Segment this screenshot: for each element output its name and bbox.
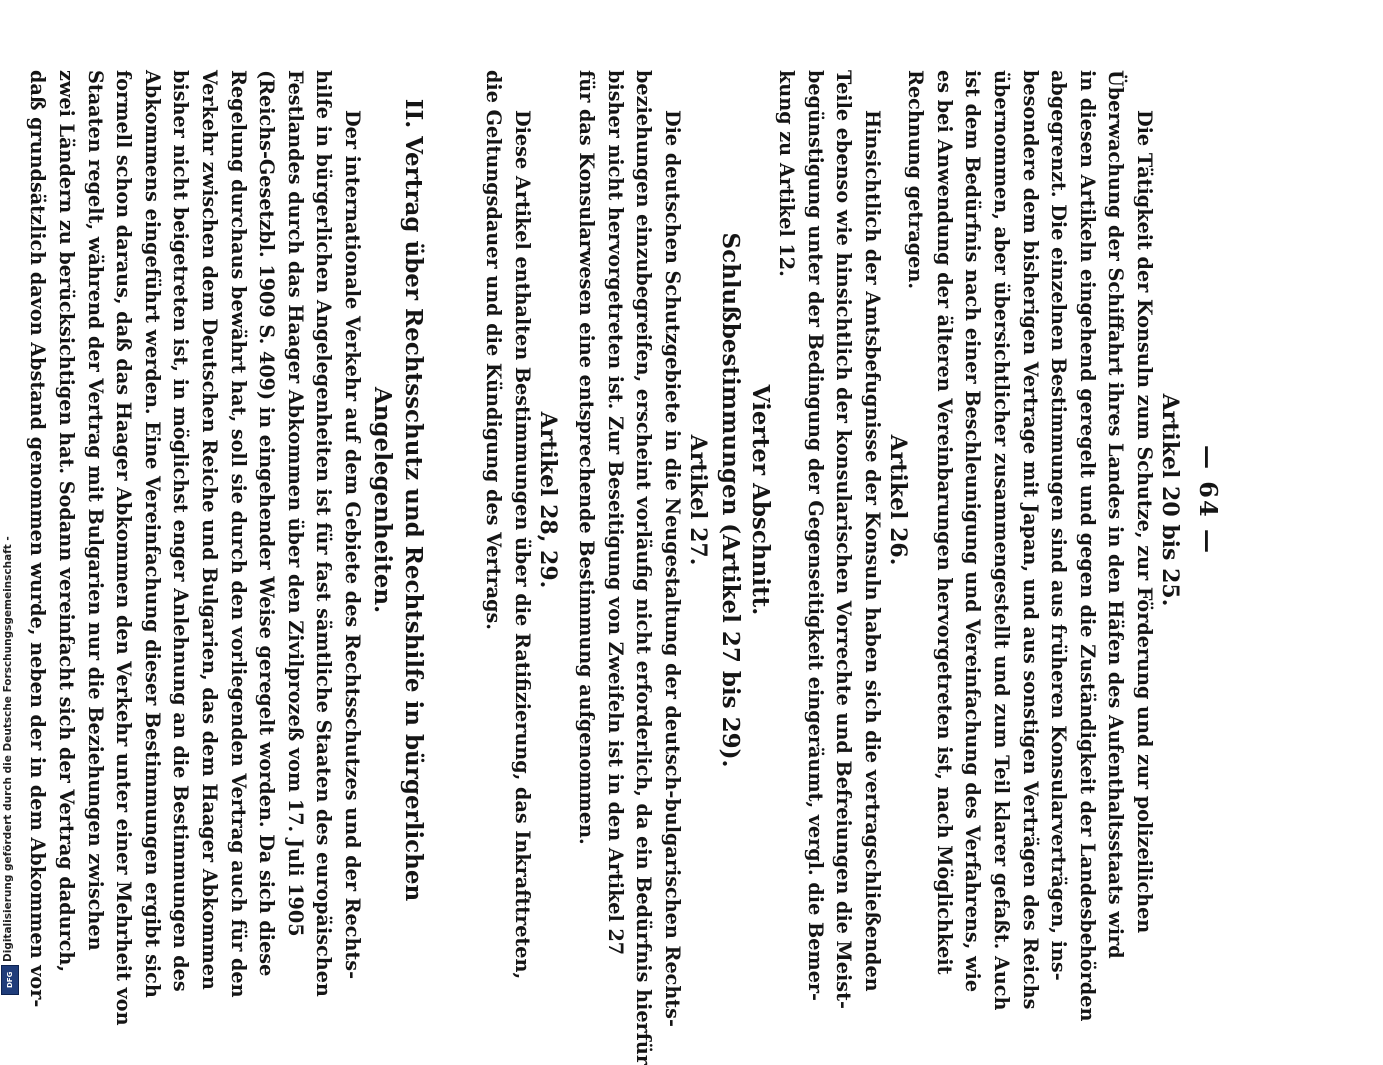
body-text-line: begünstigung unter der Bedingung der Gegenseitigkeit eingeräumt, vergl. die Bemer- (803, 70, 827, 1001)
body-text-line: daß grundsätzlich davon Abstand genommen wurde, neben der in dem Abkommen vor- (26, 70, 50, 1008)
body-text-line: Teile ebenso wie hinsichtlich der konsularischen Vorrechte und Befreiungen die Meist- (832, 70, 856, 1009)
body-text-line: für das Konsularwesen eine entsprechende Bestimmung aufgenommen. (575, 70, 599, 845)
body-text-line: Der internationale Verkehr auf dem Gebiete des Rechtsschutzes und der Rechts- (341, 110, 364, 980)
body-text-line: Festlandes durch das Haager Abkommen über den Zivilprozeß vom 17. Juli 1905 (283, 70, 307, 937)
body-text-line: zwei Ländern zu berücksichtigen hat. Sodann vereinfacht sich der Vertrag dadurch, (55, 70, 78, 973)
body-text-line: übernommen, aber übersichtlicher zusammengestellt und zum Teil klarer gefaßt. Auch (990, 70, 1013, 1011)
body-text-line: Diese Artikel enthalten Bestimmungen über die Ratifizierung, das Inkrafttreten, (511, 110, 534, 980)
body-text-line: Abkommens eingeführt werden. Eine Vereinfachung dieser Bestimmungen ergibt sich (140, 70, 164, 998)
digitization-credit-text: Digitalisierung gefördert durch die Deutsche Forschungsgemeinschaft - (2, 536, 14, 962)
body-text-line: (Reichs-Gesetzbl. 1909 S. 409) in eingehender Weise geregelt worden. Da sich diese (255, 70, 279, 977)
body-text-line: Die Tätigkeit der Konsuln zum Schutze, zur Förderung und zur polizeilichen (1133, 110, 1156, 934)
body-text-line: hilfe in bürgerlichen Angelegenheiten ist für fast sämtliche Staaten des europäischen (312, 70, 336, 997)
body-text-line: besondere dem bisherigen Vertrage mit Japan, und aus sonstigen Verträgen des Reichs (1018, 70, 1042, 1010)
page-number: — 64 — (1194, 444, 1223, 556)
body-text-line: Regelung durchaus bewährt hat, soll sie durch den vorliegenden Vertrag auch für den (226, 70, 250, 998)
article-26-heading: Artikel 26. (885, 434, 911, 566)
body-text-line: beziehungen einzubegreifen, erscheint vorläufig nicht erforderlich, da ein Bedürfnis hierfür (632, 70, 656, 1065)
document-page (26, 70, 1223, 1065)
body-text-line: bisher nicht beigetreten ist, in möglichst enger Anlehnung an die Bestimmungen des (169, 70, 193, 992)
article-28-29-heading: Artikel 28, 29. (535, 411, 561, 589)
part-2-title-line2: Angelegenheiten. (369, 386, 396, 614)
body-text-line: Überwachung der Schiffahrt ihres Landes in den Häfen des Aufenthaltsstaats wird (1104, 70, 1128, 959)
section-4-subtitle: Schlußbestimmungen (Artikel 27 bis 29). (717, 232, 744, 768)
body-text-line: kung zu Artikel 12. (775, 70, 799, 277)
body-text-line: formell schon daraus, daß das Haager Abkommen den Verkehr unter einer Mehrheit von (112, 70, 136, 1026)
body-text-line: abgegrenzt. Die einzelnen Bestimmungen sind aus früheren Konsularverträgen, ins- (1047, 70, 1071, 981)
article-27-heading: Artikel 27. (685, 434, 711, 566)
body-text-line: die Geltungsdauer und die Kündigung des Vertrags. (482, 70, 506, 630)
body-text-line: Rechnung getragen. (904, 70, 928, 290)
body-text-line: Staaten regelt, während der Vertrag mit Bulgarien nur die Beziehungen zwischen (83, 70, 107, 951)
body-text-line: Hinsichtlich der Amtsbefugnisse der Konsuln haben sich die vertragschließenden (861, 110, 884, 992)
dfg-logo-icon: DFG (1, 965, 19, 995)
body-text-line: bisher nicht hervorgetreten ist. Zur Beseitigung von Zweifeln ist in den Artikel 27 (603, 70, 627, 956)
body-text-line: ist dem Bedürfnis nach einer Beschleunigung und Vereinfachung des Verfahrens, wie (961, 70, 985, 993)
body-text-line: Die deutschen Schutzgebiete in die Neugestaltung der deutsch-bulgarischen Rechts- (661, 110, 684, 1027)
body-text-line: Verkehr zwischen dem Deutschen Reiche und Bulgarien, das dem Haager Abkommen (198, 70, 221, 990)
body-text-line: es bei Anwendung der älteren Vereinbarungen hervorgetreten ist, nach Möglichkeit (932, 70, 956, 975)
digitization-credit-sidebar (0, 0, 20, 1000)
body-text-line: in diesen Artikeln eingehend geregelt und gegen die Zuständigkeit der Landesbehörden (1075, 70, 1099, 1022)
part-2-title-line1: II. Vertrag über Rechtsschutz und Rechtshilfe in bürgerlichen (400, 98, 427, 902)
section-4-title: Vierter Abschnitt. (747, 384, 774, 616)
article-20-25-heading: Artikel 20 bis 25. (1157, 393, 1183, 607)
